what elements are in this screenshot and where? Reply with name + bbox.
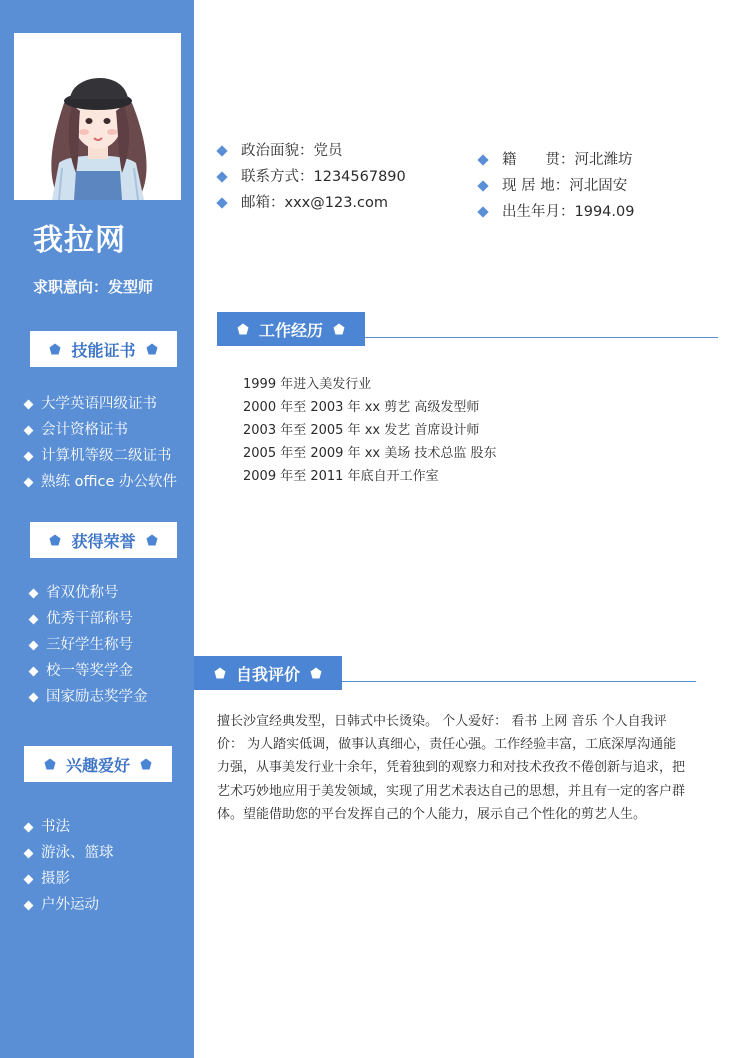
diamond-bullet-icon (24, 900, 34, 910)
honor-text: 国家励志奖学金 (46, 689, 148, 705)
job-intent: 求职意向：发型师 (33, 278, 154, 296)
info-item (479, 199, 634, 225)
diamond-bullet-icon (24, 874, 34, 884)
section-divider (342, 681, 696, 682)
candidate-name: 我拉网 (33, 223, 126, 258)
diamond-bullet-icon (477, 180, 488, 191)
info-item (218, 164, 406, 190)
skills-list (25, 391, 177, 495)
honor-text: 省双优称号 (46, 585, 119, 601)
diamond-bullet-icon (29, 666, 39, 676)
birth-date: 出生年月：1994.09 (502, 204, 635, 220)
diamond-bullet-icon (29, 588, 39, 598)
list-item: 2009 年至 2011 年底自开工作室 (243, 469, 439, 484)
list-item (30, 684, 148, 710)
skill-text: 计算机等级二级证书 (41, 448, 172, 464)
info-item (218, 190, 406, 216)
list-item: 2005 年至 2009 年 xx 美场 技术总监 股东 (243, 446, 497, 461)
work-title: 工作经历 (258, 320, 323, 340)
native-place: 籍 贯：河北潍坊 (502, 152, 633, 168)
hobbies-title: 兴趣爱好 (65, 755, 130, 775)
list-item (25, 391, 177, 417)
pentagon-icon (49, 343, 61, 355)
contact-phone: 联系方式：1234567890 (241, 169, 406, 185)
diamond-bullet-icon (24, 477, 34, 487)
list-item (30, 632, 148, 658)
diamond-bullet-icon (477, 206, 488, 217)
self-eval-title: 自我评价 (235, 664, 300, 684)
skills-title: 技能证书 (71, 340, 136, 360)
list-item (25, 469, 177, 495)
pentagon-icon (214, 667, 226, 679)
info-item (479, 173, 634, 199)
skill-text: 会计资格证书 (41, 422, 128, 438)
list-item (30, 580, 148, 606)
profile-photo (14, 33, 181, 200)
list-item (25, 866, 114, 892)
diamond-bullet-icon (477, 154, 488, 165)
diamond-bullet-icon (24, 399, 34, 409)
hobbies-list (25, 814, 114, 918)
hobby-text: 户外运动 (41, 897, 99, 913)
diamond-bullet-icon (216, 145, 227, 156)
hobbies-section-tag (24, 746, 172, 782)
list-item: 2003 年至 2005 年 xx 发艺 首席设计师 (243, 423, 480, 438)
list-item (30, 606, 148, 632)
political-status: 政治面貌：党员 (241, 143, 343, 159)
self-eval-text: 擅长沙宣经典发型，日韩式中长烫染。 个人爱好： 看书 上网 音乐 个人自我评价： 为人踏实低调，做事认真细心，责任心强。工作经验丰富，工底深厚沟通能力强，从事美发行业十余年，凭着独到的观察力和对技术孜孜不倦创新与追求，把艺术巧妙地应用于美发领域，实现了用艺术表达自己的思想，并且有一定的客户群体。望能借助您的平台发挥自己的个人能力，展示自己个性化的剪艺人生。 (217, 714, 686, 822)
pentagon-icon (310, 667, 322, 679)
skill-text: 大学英语四级证书 (41, 396, 157, 412)
honors-section-tag (30, 522, 177, 558)
list-item (25, 892, 114, 918)
diamond-bullet-icon (29, 692, 39, 702)
honor-text: 校一等奖学金 (46, 663, 133, 679)
pentagon-icon (49, 534, 61, 546)
list-item (30, 658, 148, 684)
diamond-bullet-icon (24, 848, 34, 858)
email: 邮箱：xxx@123.com (241, 195, 388, 211)
pentagon-icon (333, 323, 345, 335)
hobby-text: 书法 (41, 819, 70, 835)
sidebar (0, 0, 194, 1058)
list-item (25, 814, 114, 840)
info-item (218, 138, 406, 164)
skills-section-tag (30, 331, 177, 367)
list-item (25, 840, 114, 866)
pentagon-icon (44, 758, 56, 770)
honors-list (30, 580, 148, 710)
self-eval-section-tag (194, 656, 342, 690)
diamond-bullet-icon (216, 197, 227, 208)
list-item (25, 417, 177, 443)
pentagon-icon (146, 343, 158, 355)
pentagon-icon (146, 534, 158, 546)
diamond-bullet-icon (29, 614, 39, 624)
honor-text: 优秀干部称号 (46, 611, 133, 627)
list-item: 2000 年至 2003 年 xx 剪艺 高级发型师 (243, 400, 480, 415)
info-item (479, 147, 634, 173)
work-section-tag (217, 312, 365, 346)
hobby-text: 游泳、篮球 (41, 845, 114, 861)
work-history-list (243, 373, 496, 488)
diamond-bullet-icon (29, 640, 39, 650)
list-item: 1999 年进入美发行业 (243, 377, 372, 392)
diamond-bullet-icon (24, 822, 34, 832)
current-residence: 现 居 地：河北固安 (502, 178, 628, 194)
pentagon-icon (237, 323, 249, 335)
honor-text: 三好学生称号 (46, 637, 133, 653)
pentagon-icon (140, 758, 152, 770)
honors-title: 获得荣誉 (71, 531, 136, 551)
section-divider (365, 337, 718, 338)
skill-text: 熟练 office 办公软件 (41, 474, 178, 490)
avatar-illustration (14, 33, 181, 200)
personal-info-right (479, 147, 634, 225)
personal-info-left (218, 138, 406, 216)
hobby-text: 摄影 (41, 871, 70, 887)
list-item (25, 443, 177, 469)
diamond-bullet-icon (24, 451, 34, 461)
diamond-bullet-icon (24, 425, 34, 435)
diamond-bullet-icon (216, 171, 227, 182)
